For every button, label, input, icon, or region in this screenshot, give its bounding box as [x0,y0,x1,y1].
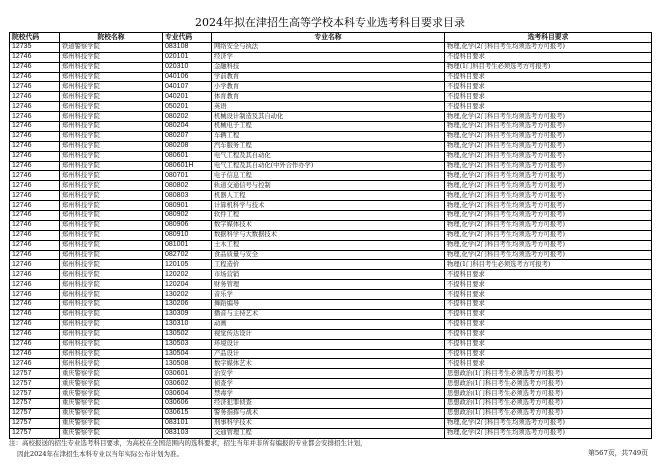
major-name-cell: 机械设计制造及其自动化 [212,112,445,122]
requirement-cell: 物理,化学(2门科目考生均须选考方可报考) [445,220,652,230]
school-code-cell: 12746 [10,171,60,181]
major-code-cell: 080204 [163,122,212,132]
major-code-cell: 130502 [163,329,212,339]
header-subject-requirement: 选考科目要求 [445,33,652,43]
major-code-cell: 130202 [163,290,212,300]
school-code-cell: 12746 [10,52,60,62]
major-name-cell: 警务指挥与战术 [212,408,445,418]
school-name-cell: 郑州科技学院 [60,319,163,329]
major-code-cell: 130310 [163,319,212,329]
school-name-cell: 重庆警察学院 [60,408,163,418]
major-name-cell: 轨道交通信号与控制 [212,181,445,191]
major-code-cell: 083101 [163,418,212,428]
table-row [10,42,652,52]
table-row [10,102,652,112]
school-name-cell: 郑州科技学院 [60,349,163,359]
major-name-cell: 交通管理工程 [212,428,445,438]
school-code-cell: 12757 [10,408,60,418]
school-name-cell: 郑州科技学院 [60,250,163,260]
table-header-row [10,33,652,43]
table-row [10,92,652,102]
school-name-cell: 郑州科技学院 [60,300,163,310]
requirement-cell: 物理(1门科目考生必须选考方可报考) [445,62,652,72]
school-name-cell: 郑州科技学院 [60,201,163,211]
footnote-line-2: 因此2024年在津招生本科专业以当年实际公布计划为准。 [17,450,184,458]
school-name-cell: 郑州科技学院 [60,141,163,151]
major-name-cell: 治安学 [212,369,445,379]
school-name-cell: 郑州科技学院 [60,171,163,181]
major-code-cell: 130508 [163,359,212,369]
table-row [10,290,652,300]
table-row [10,329,652,339]
school-name-cell: 郑州科技学院 [60,131,163,141]
school-code-cell: 12746 [10,230,60,240]
table-row [10,349,652,359]
requirement-cell: 思想政治(1门科目考生必须选考方可报考) [445,408,652,418]
school-code-cell: 12746 [10,102,60,112]
table-row [10,131,652,141]
major-name-cell: 经济犯罪侦查 [212,398,445,408]
major-name-cell: 机器人工程 [212,191,445,201]
school-name-cell: 郑州科技学院 [60,309,163,319]
school-name-cell: 郑州科技学院 [60,82,163,92]
school-code-cell: 12757 [10,398,60,408]
school-code-cell: 12746 [10,349,60,359]
major-name-cell: 市场营销 [212,270,445,280]
table-row [10,339,652,349]
school-code-cell: 12746 [10,220,60,230]
school-code-cell: 12746 [10,62,60,72]
school-code-cell: 12746 [10,270,60,280]
school-name-cell: 重庆警察学院 [60,428,163,438]
table-row [10,280,652,290]
table-row [10,389,652,399]
requirement-cell: 物理,化学(2门科目考生均须选考方可报考) [445,418,652,428]
table-row [10,201,652,211]
school-code-cell: 12746 [10,72,60,82]
table-row [10,171,652,181]
school-name-cell: 铁道警察学院 [60,42,163,52]
school-code-cell: 12746 [10,250,60,260]
major-code-cell: 081001 [163,240,212,250]
requirement-cell: 不提科目要求 [445,339,652,349]
requirement-cell: 物理,化学(2门科目考生均须选考方可报考) [445,181,652,191]
major-code-cell: 030615 [163,408,212,418]
major-code-cell: 030602 [163,379,212,389]
document-title: 2024年拟在津招生高等学校本科专业选考科目要求目录 [195,16,465,29]
school-code-cell: 12746 [10,151,60,161]
school-code-cell: 12746 [10,319,60,329]
major-name-cell: 数字媒体艺术 [212,359,445,369]
requirement-cell: 不提科目要求 [445,309,652,319]
table-row [10,398,652,408]
requirement-cell: 不提科目要求 [445,290,652,300]
major-code-cell: 080803 [163,191,212,201]
major-code-cell: 040106 [163,72,212,82]
school-code-cell: 12757 [10,418,60,428]
requirement-cell: 不提科目要求 [445,359,652,369]
school-name-cell: 重庆警察学院 [60,418,163,428]
major-code-cell: 080906 [163,220,212,230]
requirement-cell: 物理,化学(2门科目考生均须选考方可报考) [445,191,652,201]
school-name-cell: 重庆警察学院 [60,379,163,389]
major-name-cell: 产品设计 [212,349,445,359]
requirements-table [9,32,652,439]
school-name-cell: 郑州科技学院 [60,102,163,112]
major-code-cell: 120204 [163,280,212,290]
school-name-cell: 郑州科技学院 [60,211,163,221]
major-name-cell: 体育教育 [212,92,445,102]
requirement-cell: 物理,化学(2门科目考生均须选考方可报考) [445,428,652,438]
school-code-cell: 12746 [10,82,60,92]
requirement-cell: 物理,化学(2门科目考生均须选考方可报考) [445,250,652,260]
major-code-cell: 030601 [163,369,212,379]
requirement-cell: 不提科目要求 [445,329,652,339]
school-code-cell: 12746 [10,141,60,151]
school-code-cell: 12746 [10,122,60,132]
requirement-cell: 不提科目要求 [445,82,652,92]
school-name-cell: 郑州科技学院 [60,290,163,300]
requirement-cell: 物理,化学(2门科目考生均须选考方可报考) [445,151,652,161]
page-indicator: 第567页，共749页 [588,449,648,457]
major-name-cell: 播音与主持艺术 [212,309,445,319]
major-code-cell: 080601 [163,151,212,161]
table-row [10,260,652,270]
requirement-cell: 思想政治(1门科目考生必须选考方可报考) [445,398,652,408]
school-code-cell: 12746 [10,181,60,191]
school-name-cell: 郑州科技学院 [60,359,163,369]
school-code-cell: 12757 [10,389,60,399]
school-name-cell: 郑州科技学院 [60,220,163,230]
major-name-cell: 计算机科学与技术 [212,201,445,211]
school-name-cell: 郑州科技学院 [60,191,163,201]
table-row [10,82,652,92]
school-code-cell: 12746 [10,191,60,201]
requirement-cell: 物理,化学(2门科目考生均须选考方可报考) [445,171,652,181]
table-row [10,52,652,62]
major-name-cell: 环境设计 [212,339,445,349]
major-name-cell: 金融科技 [212,62,445,72]
major-name-cell: 刑事科学技术 [212,418,445,428]
major-code-cell: 020101 [163,52,212,62]
school-code-cell: 12757 [10,428,60,438]
major-name-cell: 车辆工程 [212,131,445,141]
major-code-cell: 130206 [163,300,212,310]
requirement-cell: 物理,化学(2门科目考生均须选考方可报考) [445,112,652,122]
major-name-cell: 学前教育 [212,72,445,82]
major-code-cell: 080901 [163,201,212,211]
requirement-cell: 思想政治(1门科目考生必须选考方可报考) [445,389,652,399]
school-name-cell: 郑州科技学院 [60,161,163,171]
school-code-cell: 12746 [10,309,60,319]
table-row [10,122,652,132]
requirement-cell: 不提科目要求 [445,92,652,102]
major-code-cell: 020310 [163,62,212,72]
requirement-cell: 不提科目要求 [445,72,652,82]
school-code-cell: 12746 [10,112,60,122]
requirement-cell: 思想政治(1门科目考生必须选考方可报考) [445,369,652,379]
major-code-cell: 130503 [163,339,212,349]
school-code-cell: 12746 [10,201,60,211]
major-name-cell: 汽车服务工程 [212,141,445,151]
requirement-cell: 不提科目要求 [445,280,652,290]
major-name-cell: 财务管理 [212,280,445,290]
table-row [10,359,652,369]
footnote-line-1: 注：高校报送的招生专业选考科目要求，为高校在全国范围内的选科要求，招生当年并非所有编报的专业都会安排招生计划， [9,439,367,447]
major-name-cell: 数据科学与大数据技术 [212,230,445,240]
table-row [10,112,652,122]
school-code-cell: 12746 [10,260,60,270]
school-name-cell: 郑州科技学院 [60,329,163,339]
major-code-cell: 082702 [163,250,212,260]
major-code-cell: 120105 [163,260,212,270]
requirement-cell: 不提科目要求 [445,300,652,310]
requirement-cell: 物理,化学(2门科目考生均须选考方可报考) [445,230,652,240]
major-code-cell: 130309 [163,309,212,319]
major-name-cell: 数字媒体技术 [212,220,445,230]
school-code-cell: 12746 [10,339,60,349]
major-code-cell: 030604 [163,389,212,399]
major-name-cell: 电气工程及其自动化(中外合作办学) [212,161,445,171]
table-row [10,211,652,221]
major-code-cell: 083103 [163,428,212,438]
school-name-cell: 郑州科技学院 [60,62,163,72]
major-name-cell: 电气工程及其自动化 [212,151,445,161]
major-code-cell: 130504 [163,349,212,359]
table-row [10,72,652,82]
table-row [10,220,652,230]
major-name-cell: 软件工程 [212,211,445,221]
table-row [10,161,652,171]
header-school-name: 院校名称 [60,33,163,43]
major-code-cell: 080208 [163,141,212,151]
requirement-cell: 物理,化学(2门科目考生均须选考方可报考) [445,211,652,221]
requirement-cell: 不提科目要求 [445,270,652,280]
table-row [10,62,652,72]
major-code-cell: 080802 [163,181,212,191]
table-row [10,369,652,379]
header-major-name: 专业名称 [212,33,445,43]
table-row [10,309,652,319]
requirement-cell: 不提科目要求 [445,349,652,359]
school-name-cell: 郑州科技学院 [60,280,163,290]
school-code-cell: 12746 [10,161,60,171]
major-name-cell: 网络安全与执法 [212,42,445,52]
table-row [10,181,652,191]
school-code-cell: 12746 [10,300,60,310]
requirement-cell: 物理(1门科目考生必须选考方可报考) [445,260,652,270]
major-name-cell: 动画 [212,319,445,329]
major-code-cell: 080207 [163,131,212,141]
school-name-cell: 重庆警察学院 [60,389,163,399]
school-code-cell: 12735 [10,42,60,52]
header-major-code: 专业代码 [163,33,212,43]
major-name-cell: 食品质量与安全 [212,250,445,260]
requirement-cell: 物理,化学(2门科目考生均须选考方可报考) [445,131,652,141]
school-code-cell: 12746 [10,290,60,300]
major-code-cell: 030606 [163,398,212,408]
requirement-cell: 物理,化学(2门科目考生均须选考方可报考) [445,201,652,211]
table-row [10,240,652,250]
major-code-cell: 083108 [163,42,212,52]
major-name-cell: 禁毒学 [212,389,445,399]
major-code-cell: 080202 [163,112,212,122]
requirement-cell: 物理,化学(2门科目考生均须选考方可报考) [445,141,652,151]
table-body [10,42,652,438]
major-name-cell: 电子信息工程 [212,171,445,181]
school-name-cell: 郑州科技学院 [60,122,163,132]
table-row [10,191,652,201]
table-row [10,428,652,438]
school-code-cell: 12757 [10,379,60,389]
major-name-cell: 土木工程 [212,240,445,250]
school-name-cell: 郑州科技学院 [60,260,163,270]
major-code-cell: 040201 [163,92,212,102]
requirement-cell: 不提科目要求 [445,52,652,62]
table-row [10,300,652,310]
major-code-cell: 080601H [163,161,212,171]
school-name-cell: 郑州科技学院 [60,52,163,62]
school-code-cell: 12746 [10,131,60,141]
requirement-cell: 物理,化学(2门科目考生均须选考方可报考) [445,122,652,132]
school-name-cell: 郑州科技学院 [60,92,163,102]
major-name-cell: 小学教育 [212,82,445,92]
table-row [10,250,652,260]
school-name-cell: 郑州科技学院 [60,112,163,122]
major-code-cell: 080701 [163,171,212,181]
school-code-cell: 12757 [10,369,60,379]
major-name-cell: 音乐学 [212,290,445,300]
header-school-code: 院校代码 [10,33,60,43]
table-row [10,379,652,389]
school-code-cell: 12746 [10,240,60,250]
requirement-cell: 不提科目要求 [445,102,652,112]
table-row [10,230,652,240]
major-name-cell: 英语 [212,102,445,112]
school-name-cell: 郑州科技学院 [60,72,163,82]
major-code-cell: 080910 [163,230,212,240]
school-name-cell: 郑州科技学院 [60,181,163,191]
school-name-cell: 重庆警察学院 [60,369,163,379]
major-code-cell: 120202 [163,270,212,280]
requirement-cell: 物理,化学(2门科目考生均须选考方可报考) [445,240,652,250]
school-code-cell: 12746 [10,359,60,369]
school-name-cell: 郑州科技学院 [60,230,163,240]
major-name-cell: 经济学 [212,52,445,62]
requirement-cell: 不提科目要求 [445,319,652,329]
major-name-cell: 机械电子工程 [212,122,445,132]
major-name-cell: 舞蹈编导 [212,300,445,310]
school-code-cell: 12746 [10,92,60,102]
major-code-cell: 040107 [163,82,212,92]
school-code-cell: 12746 [10,329,60,339]
school-name-cell: 郑州科技学院 [60,270,163,280]
requirement-cell: 物理,化学(2门科目考生均须选考方可报考) [445,161,652,171]
table-row [10,418,652,428]
table-row [10,141,652,151]
table-row [10,319,652,329]
table-row [10,151,652,161]
school-name-cell: 郑州科技学院 [60,151,163,161]
table-row [10,270,652,280]
requirement-cell: 物理,化学(2门科目考生均须选考方可报考) [445,42,652,52]
major-name-cell: 工程造价 [212,260,445,270]
major-name-cell: 侦查学 [212,379,445,389]
school-name-cell: 郑州科技学院 [60,240,163,250]
major-name-cell: 视觉传达设计 [212,329,445,339]
school-code-cell: 12746 [10,211,60,221]
table-row [10,408,652,418]
school-name-cell: 郑州科技学院 [60,339,163,349]
requirement-cell: 思想政治(1门科目考生必须选考方可报考) [445,379,652,389]
school-code-cell: 12746 [10,280,60,290]
major-code-cell: 050201 [163,102,212,112]
school-name-cell: 重庆警察学院 [60,398,163,408]
major-code-cell: 080902 [163,211,212,221]
